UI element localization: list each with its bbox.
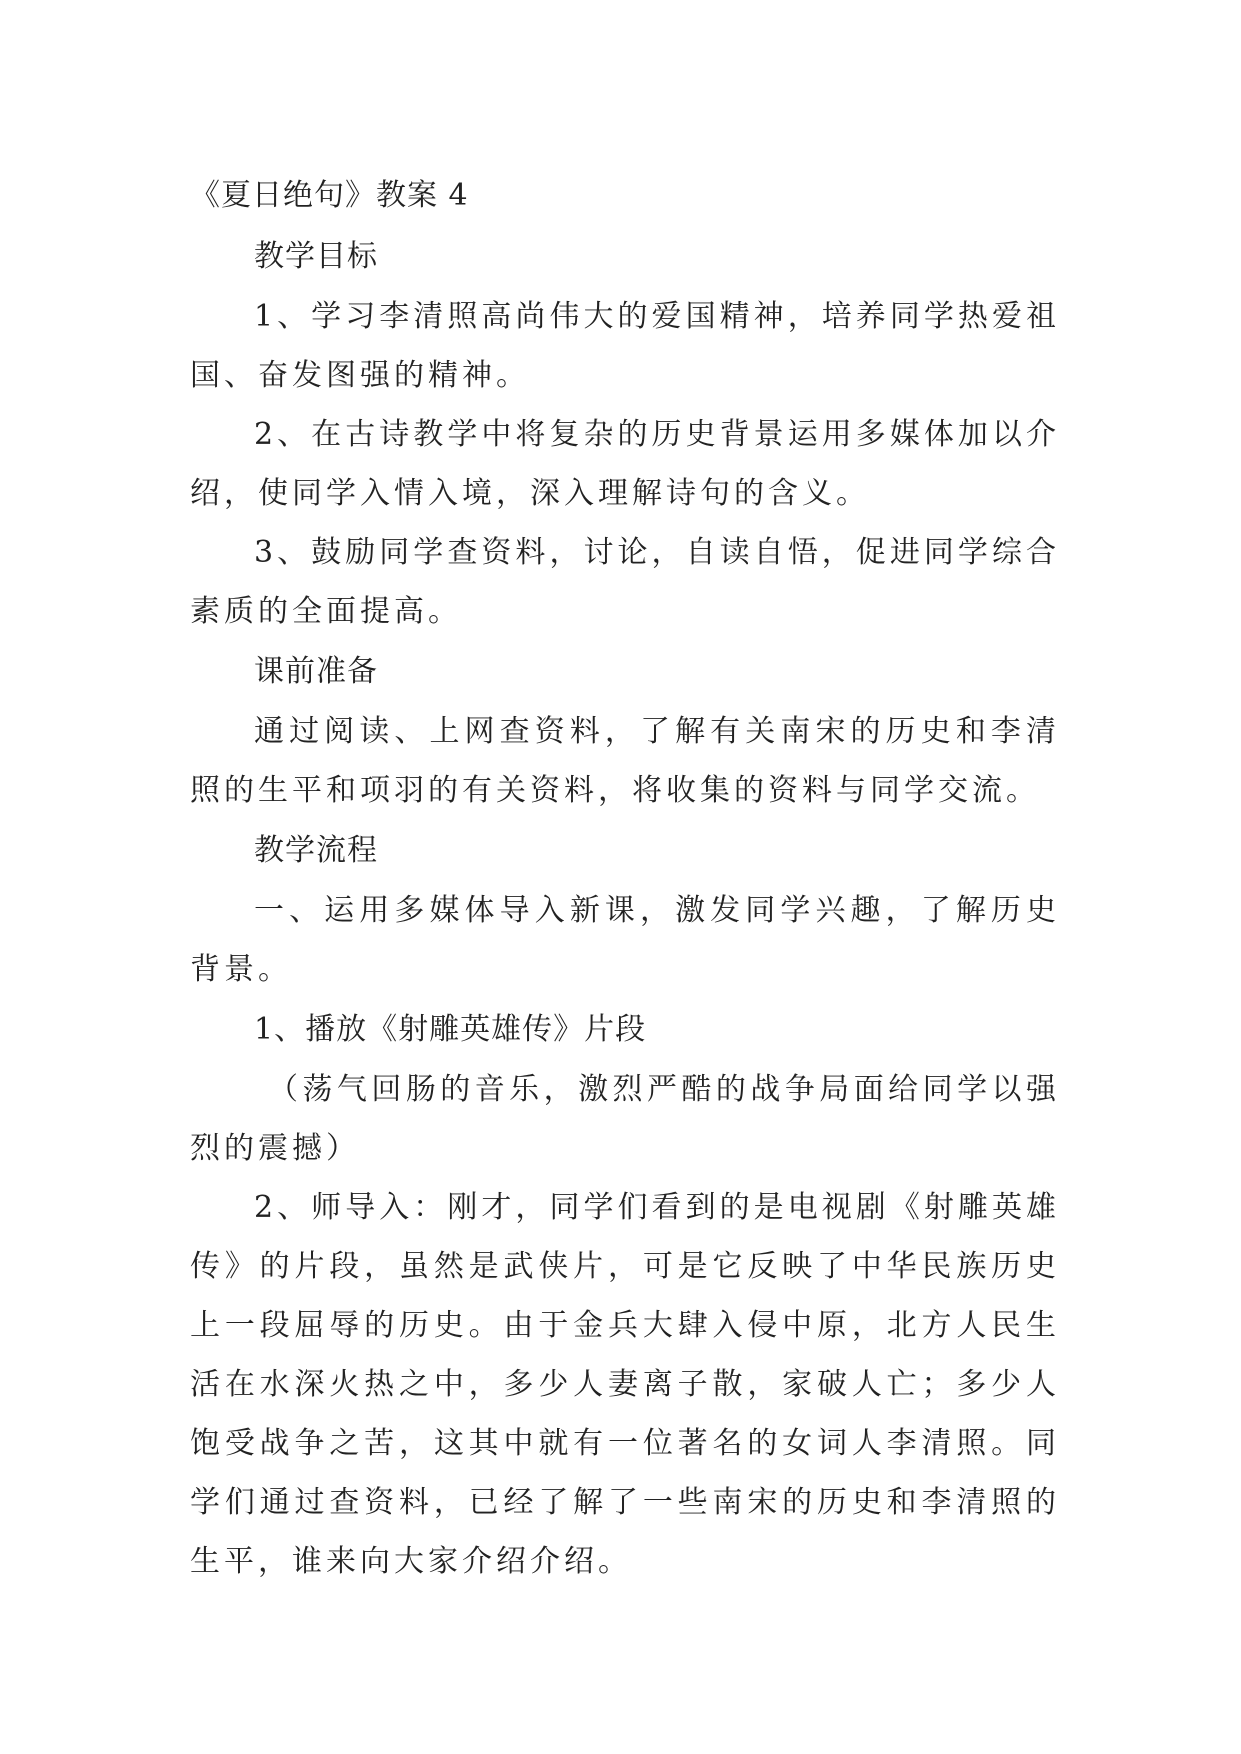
prep-paragraph: 通过阅读、上网查资料，了解有关南宋的历史和李清照的生平和项羽的有关资料，将收集的资料与同学交流。 bbox=[190, 714, 1060, 808]
section-heading-process: 教学流程 bbox=[254, 833, 378, 868]
document-page bbox=[190, 165, 1060, 1591]
goal-item-3: 3、鼓励同学查资料，讨论，自读自悟，促进同学综合素质的全面提高。 bbox=[190, 535, 1060, 629]
section-heading-goals: 教学目标 bbox=[254, 239, 378, 274]
document-title: 《夏日绝句》教案 4 bbox=[190, 178, 469, 213]
goal-item-2: 2、在古诗教学中将复杂的历史背景运用多媒体加以介绍，使同学入情入境，深入理解诗句的含义。 bbox=[190, 417, 1060, 511]
process-step-1-note: （荡气回肠的音乐，激烈严酷的战争局面给同学以强烈的震撼） bbox=[190, 1072, 1060, 1166]
process-step-1: 1、播放《射雕英雄传》片段 bbox=[254, 1012, 647, 1047]
process-step-one: 一、运用多媒体导入新课，激发同学兴趣，了解历史背景。 bbox=[190, 893, 1060, 987]
section-heading-prep: 课前准备 bbox=[254, 654, 378, 689]
goal-item-1: 1、学习李清照高尚伟大的爱国精神，培养同学热爱祖国、奋发图强的精神。 bbox=[190, 299, 1060, 393]
process-step-2: 2、师导入：刚才，同学们看到的是电视剧《射雕英雄传》的片段，虽然是武侠片，可是它反映了中华民族历史上一段屈辱的历史。由于金兵大肆入侵中原，北方人民生活在水深火热之中，多少人妻离子散，家破人亡；多少人饱受战争之苦，这其中就有一位著名的女词人李清照。同学们通过查资料，已经了解了一些南宋的历史和李清照的生平，谁来向大家介绍介绍。 bbox=[190, 1190, 1060, 1579]
